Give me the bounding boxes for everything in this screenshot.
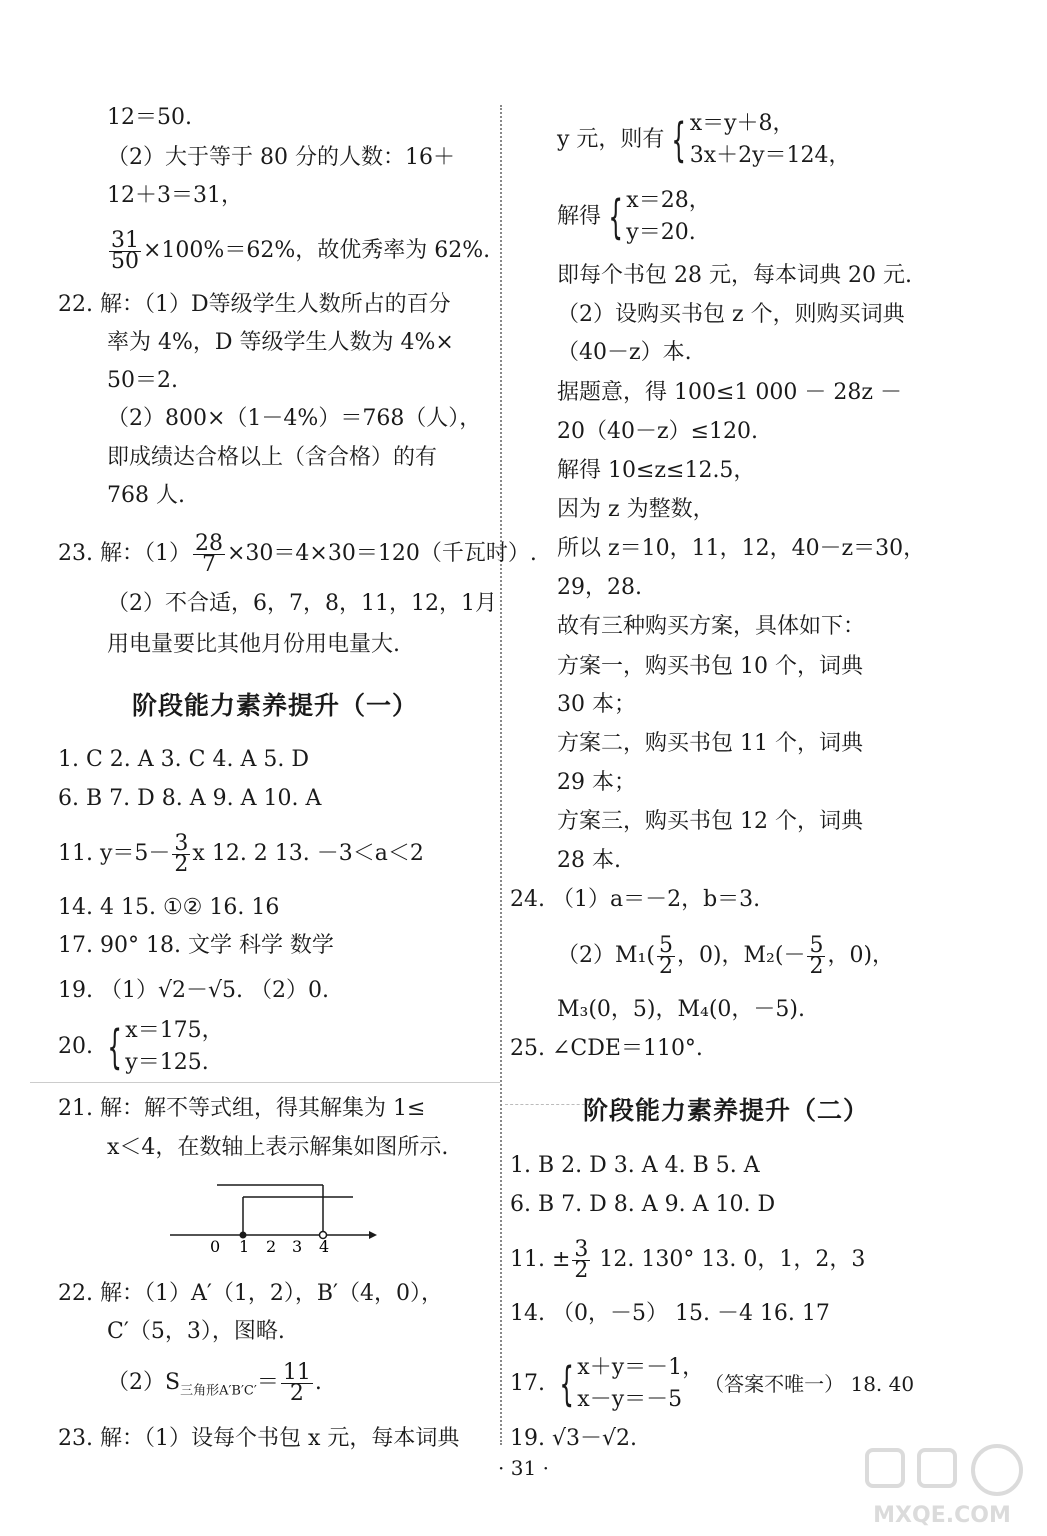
axis-label: 4 xyxy=(319,1237,330,1255)
watermark-logo xyxy=(857,1438,1027,1528)
q23-line: 用电量要比其他月份用电量大. xyxy=(107,632,400,657)
right-line: 方案三，购买书包 12 个，词典 xyxy=(557,809,863,834)
answer-line: 17. 90° 18. 文学 科学 数学 xyxy=(58,933,334,958)
right-line: 故有三种购买方案，具体如下： xyxy=(557,614,866,639)
page-number: · 31 · xyxy=(498,1456,549,1480)
right-line: 方案二，购买书包 11 个，词典 xyxy=(557,731,863,756)
fraction: $\frac{11}{2}$ xyxy=(282,1359,311,1406)
axis-label: 0 xyxy=(210,1237,221,1255)
axis-label: 1 xyxy=(239,1237,250,1255)
right-line: 因为 z 为整数， xyxy=(557,497,715,522)
answer-line: 6. B 7. D 8. A 9. A 10. D xyxy=(510,1192,776,1217)
right-line: 方案一，购买书包 10 个，词典 xyxy=(557,654,863,679)
equation-system: x＝y＋8， 3x＋2y＝124， xyxy=(689,111,851,168)
answer-line: 1. C 2. A 3. C 4. A 5. D xyxy=(58,747,309,772)
answer-line: 22. 解：（1）A′（1，2），B′（4，0）， xyxy=(58,1281,444,1306)
equation-system: x＝28， y＝20. xyxy=(626,188,711,245)
fraction: $\frac{31}{50}$ xyxy=(111,227,139,274)
right-line: 24. （1）a＝－2，b＝3. xyxy=(510,887,761,912)
q22-line: 50＝2. xyxy=(107,368,178,393)
q22-line: （2）800×（1－4%）＝768（人）， xyxy=(107,406,482,431)
answer-line: 19. （1）√2－√5. （2）0. xyxy=(58,978,329,1003)
answer-line: 11. y＝5－ $\frac{3}{2}$ x 12. 2 13. －3＜a＜2 xyxy=(58,830,424,877)
scan-line-2 xyxy=(505,1104,595,1105)
fraction: $\frac{3}{2}$ xyxy=(574,1236,589,1283)
q22-line: 率为 4%，D 等级学生人数为 4%× xyxy=(107,330,454,355)
answer-line: x＜4，在数轴上表示解集如图所示. xyxy=(107,1135,449,1160)
svg-text:MXQE.COM: MXQE.COM xyxy=(873,1503,1011,1528)
section-heading-1: 阶段能力素养提升（一） xyxy=(132,691,419,720)
q22-line: 22. 解：（1）D等级学生人数所占的百分 xyxy=(58,292,451,317)
equation-system: x＝175， y＝125. xyxy=(125,1018,224,1075)
right-line: 28 本. xyxy=(557,848,621,873)
right-line: 解得 10≤z≤12.5， xyxy=(557,458,756,483)
scan-line xyxy=(30,1082,500,1083)
axis-arrow xyxy=(369,1231,377,1239)
answer-line: 23. 解：（1）设每个书包 x 元，每本词典 xyxy=(58,1426,460,1451)
fraction: $\frac{28}{7}$ xyxy=(194,530,223,577)
answer-line: 20. { x＝175， y＝125. xyxy=(58,1015,224,1079)
right-line: 解得 { x＝28， y＝20. xyxy=(557,185,711,249)
brace: { xyxy=(559,1357,574,1411)
answer-line: 14. 4 15. ①② 16. 16 xyxy=(58,895,280,920)
q23-line: 23. 解：（1） $\frac{28}{7}$ ×30＝4×30＝120（千瓦时）. xyxy=(58,530,537,577)
line: 12＝50. xyxy=(107,105,192,130)
section-heading-2: 阶段能力素养提升（二） xyxy=(583,1096,870,1125)
q22-line: 768 人. xyxy=(107,483,185,508)
equation-system: x＋y＝－1， x－y＝－5 xyxy=(577,1355,705,1412)
axis-label: 2 xyxy=(266,1237,277,1255)
answer-line: C′（5，3），图略. xyxy=(107,1319,285,1344)
answer-line: $(2)S_{三角形A'B'C'}=$ $\frac{11}{2}$ . xyxy=(107,1359,322,1406)
line: 12＋3＝31， xyxy=(107,183,243,208)
fraction: $\frac{5}{2}$ xyxy=(809,932,824,979)
axis-label: 3 xyxy=(292,1237,303,1255)
right-line: 即每个书包 28 元，每本词典 20 元. xyxy=(557,263,912,288)
answer-line: 21. 解：解不等式组，得其解集为 1≤ xyxy=(58,1096,426,1121)
right-line: 所以 z＝10，11，12，40－z＝30， xyxy=(557,536,926,561)
right-line: （2）设购买书包 z 个，则购买词典 xyxy=(557,302,905,327)
number-line-figure xyxy=(165,1175,385,1255)
right-line: 据题意，得 100≤1 000 － 28z － xyxy=(557,380,902,405)
fraction: $\frac{3}{2}$ xyxy=(174,830,189,877)
right-line: 29 本； xyxy=(557,770,636,795)
right-line: 30 本； xyxy=(557,692,636,717)
fraction: $\frac{5}{2}$ xyxy=(658,932,673,979)
answer-line: 14. （0，－5） 15. －4 16. 17 xyxy=(510,1301,830,1326)
q22-line: 即成绩达合格以上（含合格）的有 xyxy=(107,445,438,470)
column-divider xyxy=(500,105,502,1445)
right-line: 29，28. xyxy=(557,575,642,600)
right-line: y 元，则有 { x＝y＋8， 3x＋2y＝124， xyxy=(557,108,851,172)
right-line: （2）M₁( $\frac{5}{2}$ ，0)，M₂(－ $\frac{5}{2}$ ，0)， xyxy=(557,932,895,979)
answer-line: 6. B 7. D 8. A 9. A 10. A xyxy=(58,786,322,811)
brace: { xyxy=(671,113,687,167)
brace: { xyxy=(107,1020,122,1074)
answer-line: 11. ± $\frac{3}{2}$ 12. 130° 13. 0，1，2，3 xyxy=(510,1236,866,1283)
answer-line: 17. { x＋y＝－1， x－y＝－5 （答案不唯一） 18. 40 xyxy=(510,1352,914,1416)
right-line: M₃(0，5)，M₄(0，－5). xyxy=(557,997,806,1022)
q23-line: （2）不合适，6，7，8，11，12，1月 xyxy=(107,591,497,616)
answer-line: 19. √3－√2. xyxy=(510,1426,638,1451)
right-line: （40－z）本. xyxy=(557,340,692,365)
answer-line: 1. B 2. D 3. A 4. B 5. A xyxy=(510,1153,760,1178)
brace: { xyxy=(608,190,623,244)
right-line: 25. ∠CDE＝110°. xyxy=(510,1036,703,1061)
line: （2）大于等于 80 分的人数：16＋ xyxy=(107,145,455,170)
right-line: 20（40－z）≤120. xyxy=(557,419,758,444)
line: $\frac{31}{50}$ ×100%＝62%，故优秀率为 62%. xyxy=(111,227,491,274)
